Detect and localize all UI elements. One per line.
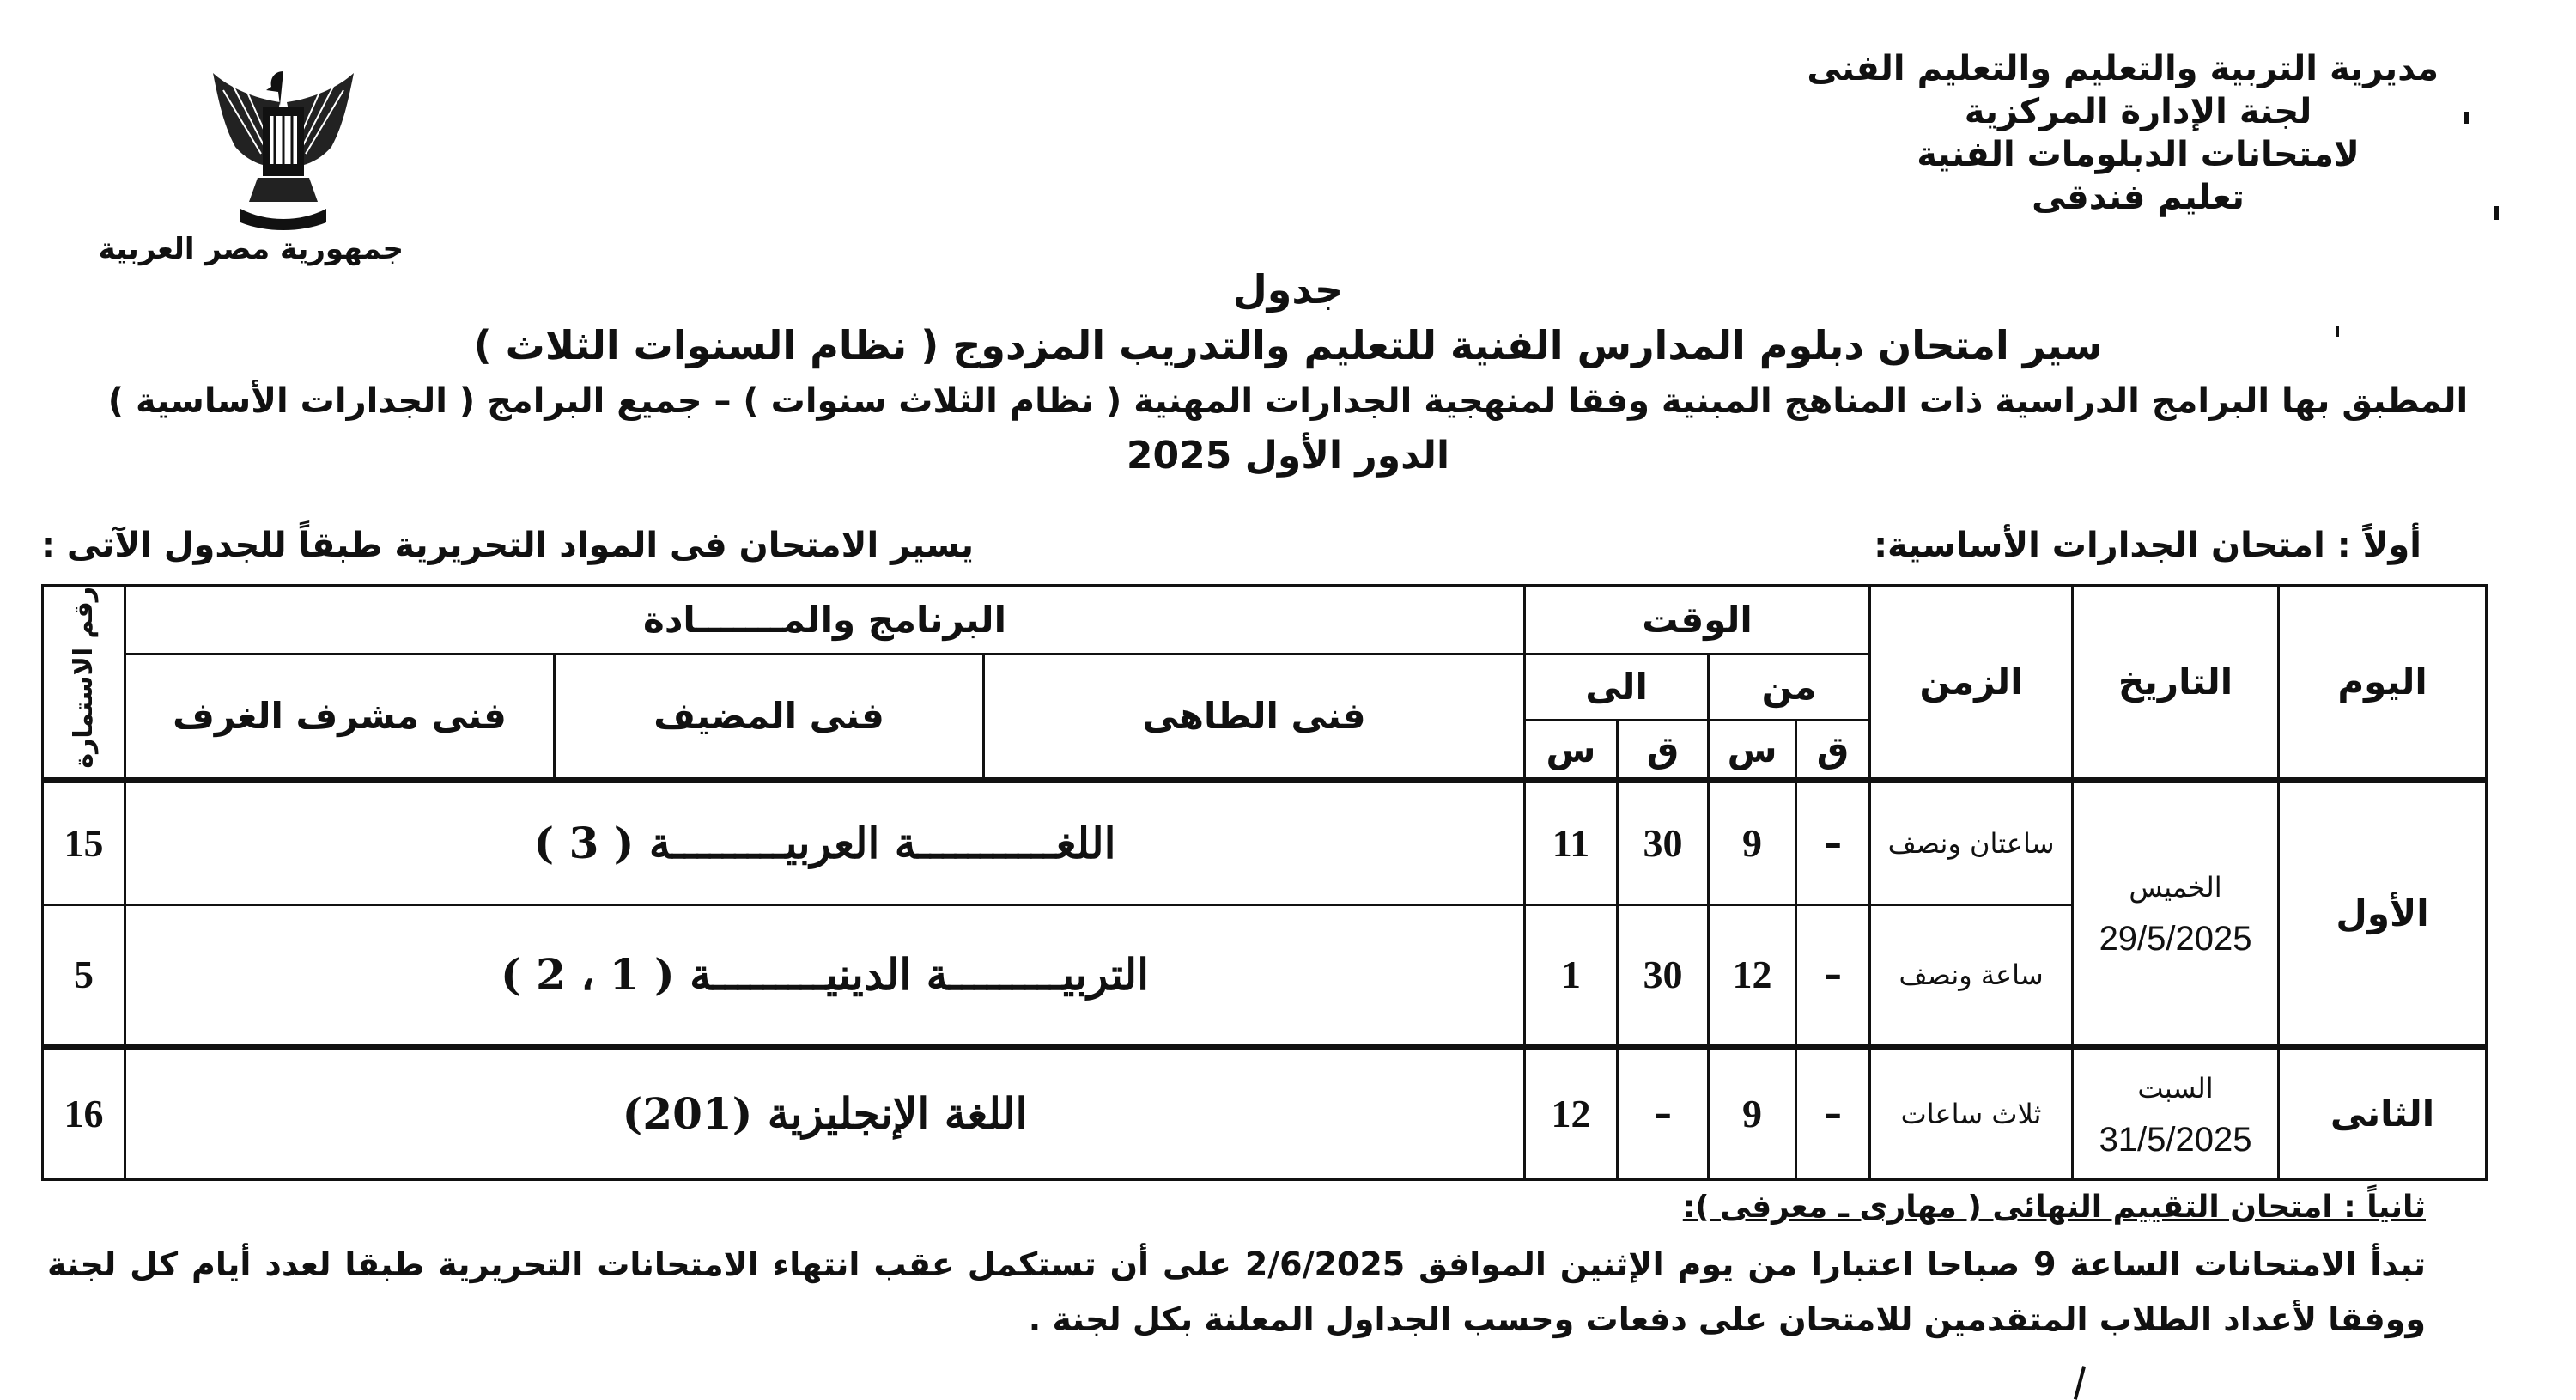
header-duration: الزمن <box>1870 586 2073 781</box>
day-cell: الأول <box>2279 780 2487 1046</box>
duration-cell: ثلاث ساعات <box>1870 1046 2073 1179</box>
ministry-line-3: لامتحانات الدبلومات الفنية <box>1917 135 2360 174</box>
title-exam: سير امتحان دبلوم المدارس الفنية للتعليم والتدريب المزدوج ( نظام السنوات الثلاث ) <box>473 322 2103 368</box>
ministry-line-1: مديرية التربية والتعليم والتعليم الفنى <box>1807 49 2439 88</box>
from-hour-cell: 9 <box>1709 780 1796 904</box>
date-cell <box>2073 1046 2279 1179</box>
header-program-chef: فنى الطاهى <box>984 654 1525 781</box>
from-minute-cell: – <box>1796 1046 1870 1179</box>
header-from: من <box>1709 654 1870 721</box>
eagle-emblem-icon <box>206 64 361 236</box>
header-program-steward: فنى المضيف <box>555 654 984 781</box>
date-cell <box>2073 780 2279 1046</box>
subject-cell: التربيـــــــــة الدينيـــــــــة ( 1 ، 2 ) <box>125 904 1525 1046</box>
date-label: 31/5/2025 <box>2099 1120 2252 1159</box>
to-hour-cell: 11 <box>1525 780 1618 904</box>
header-day: اليوم <box>2279 586 2487 781</box>
form-no-cell: 16 <box>43 1046 125 1179</box>
subject-cell: اللغة الإنجليزية (201) <box>125 1046 1525 1179</box>
scan-mark <box>2464 112 2469 124</box>
exam-schedule-table <box>41 584 2488 1181</box>
scan-mark <box>2336 326 2339 337</box>
header-program: البرنامج والمـــــــادة <box>125 586 1525 654</box>
republic-label: جمهورية مصر العربية <box>98 232 404 266</box>
header-to-hour: س <box>1525 720 1618 780</box>
header-program-room-supervisor: فنى مشرف الغرف <box>125 654 555 781</box>
title-programs: المطبق بها البرامج الدراسية ذات المناهج المبنية وفقا لمنهجية الجدارات المهنية ( نظام الثلاث سنوات ) – جميع البرامج ( الجدارات الأساسية ) <box>107 381 2469 421</box>
weekday-label: السبت <box>2137 1071 2214 1105</box>
form-no-cell: 15 <box>43 780 125 904</box>
header-time: الوقت <box>1525 586 1870 654</box>
title-session: الدور الأول 2025 <box>1126 434 1450 478</box>
scan-mark <box>2074 1366 2086 1400</box>
section-one-subheading: يسير الامتحان فى المواد التحريرية طبقاً للجدول الآتى : <box>41 526 975 565</box>
from-minute-cell: – <box>1796 780 1870 904</box>
header-date: التاريخ <box>2073 586 2279 781</box>
header-from-hour: س <box>1709 720 1796 780</box>
header-form-no: رقم الاستمارة <box>43 586 125 781</box>
to-hour-cell: 12 <box>1525 1046 1618 1179</box>
duration-cell: ساعتان ونصف <box>1870 780 2073 904</box>
to-minute-cell: 30 <box>1618 904 1709 1046</box>
to-hour-cell: 1 <box>1525 904 1618 1046</box>
from-hour-cell: 12 <box>1709 904 1796 1046</box>
date-label: 29/5/2025 <box>2099 920 2252 959</box>
weekday-label: الخميس <box>2129 871 2222 904</box>
day-cell: الثانى <box>2279 1046 2487 1179</box>
scan-mark <box>2494 206 2499 220</box>
from-hour-cell: 9 <box>1709 1046 1796 1179</box>
section-two-paragraph: تبدأ الامتحانات الساعة 9 صباحا اعتبارا من يوم الإثنين الموافق 2/6/2025 على أن تستكمل عقب انتهاء الامتحانات التحريرية طبقا لعدد أيام كل لجنة ووفقا لأعداد الطلاب المتقدمين للامتحان على دفعات وحسب الجداول المعلنة بكل لجنة . <box>47 1245 2427 1338</box>
subject-cell: اللغـــــــــــة العربيـــــــــة ( 3 ) <box>125 780 1525 904</box>
section-two-heading: ثانياً : امتحان التقييم النهائى ( مهارى ـ معرفى ): <box>1682 1190 2426 1225</box>
table-row <box>43 1046 2487 1179</box>
to-minute-cell: 30 <box>1618 780 1709 904</box>
to-minute-cell: – <box>1618 1046 1709 1179</box>
form-no-cell: 5 <box>43 904 125 1046</box>
duration-cell: ساعة ونصف <box>1870 904 2073 1046</box>
table-row <box>43 780 2487 904</box>
from-minute-cell: – <box>1796 904 1870 1046</box>
section-one-heading: أولاً : امتحان الجدارات الأساسية: <box>1874 526 2421 565</box>
header-to: الى <box>1525 654 1709 721</box>
document-titles <box>0 262 2576 484</box>
header-from-minute: ق <box>1796 720 1870 780</box>
ministry-line-2: لجنة الإدارة المركزية <box>1964 92 2312 131</box>
header-to-minute: ق <box>1618 720 1709 780</box>
title-schedule: جدول <box>1232 266 1344 313</box>
ministry-header <box>1807 47 2439 219</box>
ministry-line-4: تعليم فندقى <box>2032 178 2245 217</box>
